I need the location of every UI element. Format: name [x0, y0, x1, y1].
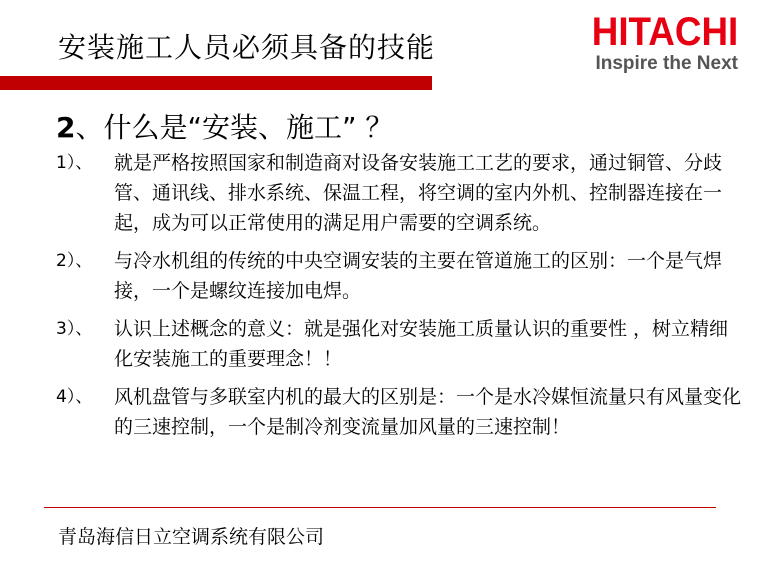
list-item	[56, 148, 746, 238]
logo-tagline: Inspire the Next	[595, 53, 738, 74]
hitachi-logo	[579, 12, 738, 75]
list-item-text: 认识上述概念的意义：就是强化对安装施工质量认识的重要性 ，树立精细化安装施工的重要理念！！	[114, 318, 729, 370]
list-item-text: 与冷水机组的传统的中央空调安装的主要在管道施工的区别：一个是气焊接，一个是螺纹连接加电焊。	[114, 250, 723, 302]
list-item-number: 3）、	[56, 319, 93, 339]
slide-title: 安装施工人员必须具备的技能	[58, 31, 436, 64]
section-number: 2	[56, 111, 76, 144]
list-item-number: 4）、	[56, 387, 93, 407]
list-item-text: 就是严格按照国家和制造商对设备安装施工工艺的要求，通过铜管、分歧管、通讯线、排水系统、保温工程，将空调的室内外机、控制器连接在一起，成为可以正常使用的满足用户需要的空调系统。	[114, 152, 723, 234]
list-item-number: 2）、	[56, 251, 93, 271]
list-item	[56, 314, 746, 374]
list-item	[56, 246, 746, 306]
footer-company-name: 青岛海信日立空调系统有限公司	[58, 526, 325, 548]
title-underline-bar	[0, 76, 432, 90]
logo-brand: HITACHI	[591, 10, 738, 54]
list-item-number: 1）、	[56, 153, 93, 173]
list-item-text: 风机盘管与多联室内机的最大的区别是：一个是水冷媒恒流量只有风量变化的三速控制，一个是制冷剂变流量加风量的三速控制！	[114, 386, 742, 438]
list-item	[56, 382, 746, 442]
content-list	[56, 148, 746, 450]
footer-divider	[44, 507, 716, 508]
section-heading-text: 、什么是“安装、施工” ？	[75, 111, 394, 144]
section-heading	[56, 106, 393, 146]
